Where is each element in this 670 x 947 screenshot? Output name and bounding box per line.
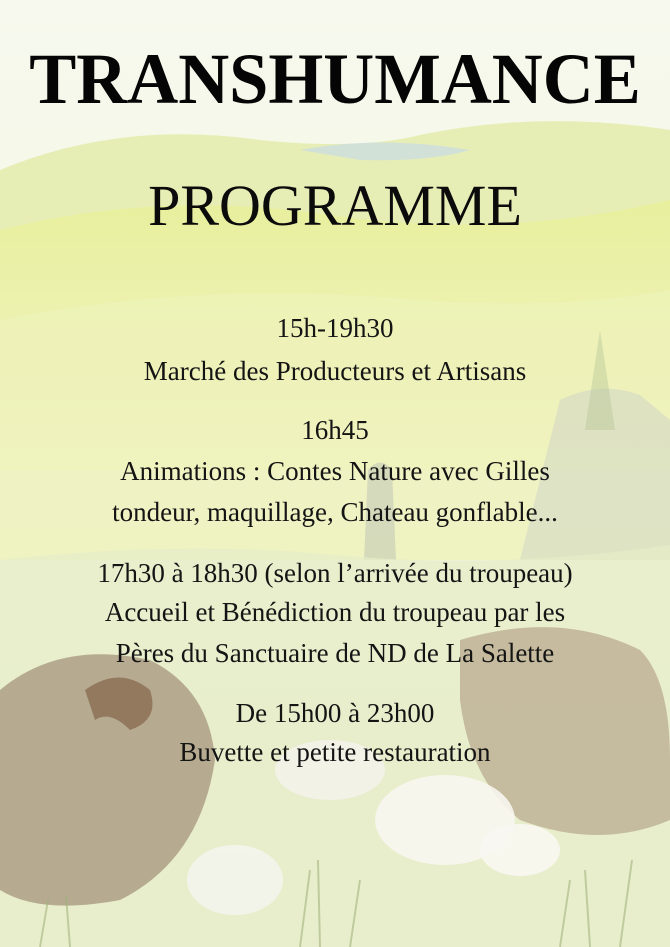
event-time: 17h30 à 18h30 (selon l’arrivée du troupeau)	[97, 558, 573, 588]
poster-title: TRANSHUMANCE	[29, 39, 641, 119]
event-description: Animations : Contes Nature avec Gilles	[120, 456, 550, 486]
event-time: 16h45	[301, 415, 369, 445]
event-description: Pères du Sanctuaire de ND de La Salette	[115, 638, 555, 668]
event-time: De 15h00 à 23h00	[235, 698, 435, 728]
event-description: tondeur, maquillage, Chateau gonflable...	[112, 497, 558, 527]
event-description: Accueil et Bénédiction du troupeau par les	[104, 597, 566, 627]
event-description: Buvette et petite restauration	[179, 737, 491, 767]
event-description: Marché des Producteurs et Artisans	[143, 356, 527, 386]
event-time: 15h-19h30	[276, 313, 394, 343]
poster-subtitle: PROGRAMME	[148, 173, 522, 238]
